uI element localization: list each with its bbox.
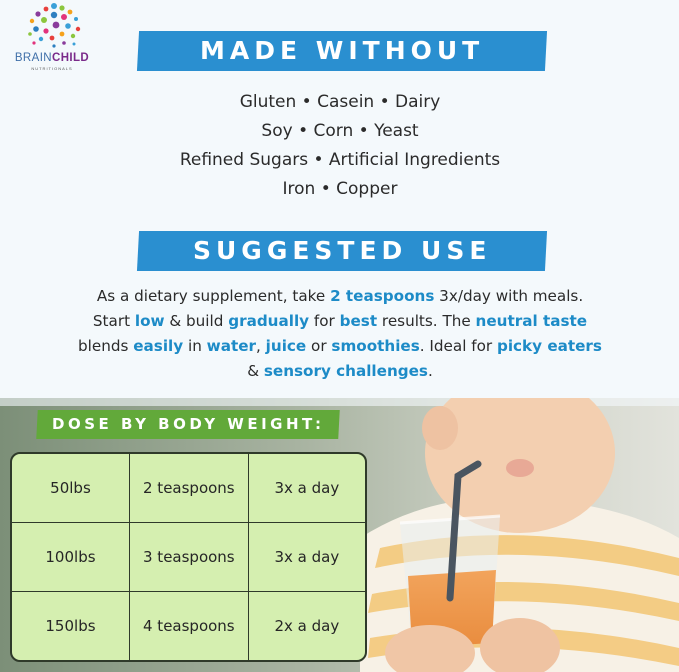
highlight: water: [206, 337, 257, 355]
amount-cell: 4 teaspoons: [130, 592, 249, 660]
suggested-use-line-2: [40, 309, 640, 334]
text: in: [183, 337, 207, 355]
suggested-use-banner: [137, 231, 547, 271]
table-row: [12, 454, 365, 523]
highlight: picky eaters: [496, 337, 602, 355]
weight-cell: 100lbs: [12, 523, 130, 592]
table-row: [12, 592, 365, 660]
logo-child: CHILD: [52, 52, 90, 64]
highlight: 2 teaspoons: [330, 287, 435, 305]
text: &: [247, 362, 264, 380]
made-without-line: Soy • Corn • Yeast: [261, 121, 419, 141]
text: blends: [78, 337, 134, 355]
dose-by-weight-title: DOSE BY BODY WEIGHT:: [51, 415, 325, 433]
made-without-title: MADE WITHOUT: [199, 36, 485, 65]
weight-cell: 50lbs: [12, 454, 130, 523]
suggested-use-line-1: [40, 284, 640, 309]
made-without-line: Iron • Copper: [282, 179, 398, 199]
highlight: smoothies: [331, 337, 420, 355]
text: . Ideal for: [419, 337, 497, 355]
suggested-use-title: SUGGESTED USE: [192, 236, 492, 265]
text: Start: [92, 312, 135, 330]
text: for: [309, 312, 340, 330]
frequency-cell: 3x a day: [249, 454, 365, 523]
highlight: low: [134, 312, 165, 330]
brainchild-logo: [6, 2, 98, 74]
text: ,: [256, 337, 266, 355]
text: or: [306, 337, 332, 355]
suggested-use-line-4: [40, 359, 640, 384]
text: .: [427, 362, 433, 380]
suggested-use-text: [40, 284, 640, 384]
text: 3x/day with meals.: [434, 287, 584, 305]
frequency-cell: 3x a day: [249, 523, 365, 592]
highlight: best: [339, 312, 378, 330]
made-without-list: [100, 88, 580, 204]
logo-wordmark: [6, 52, 98, 64]
highlight: easily: [133, 337, 184, 355]
logo-subtitle: NUTRITIONALS: [31, 66, 73, 71]
logo-brain: BRAIN: [14, 52, 52, 64]
amount-cell: 2 teaspoons: [130, 454, 249, 523]
amount-cell: 3 teaspoons: [130, 523, 249, 592]
frequency-cell: 2x a day: [274, 617, 340, 635]
suggested-use-line-3: [40, 334, 640, 359]
text: As a dietary supplement, take: [96, 287, 331, 305]
text: & build: [164, 312, 229, 330]
dose-table: [10, 452, 367, 662]
made-without-line: Gluten • Casein • Dairy: [239, 92, 441, 112]
weight-cell: 150lbs: [12, 592, 130, 660]
text: results. The: [377, 312, 476, 330]
made-without-line: Refined Sugars • Artificial Ingredients: [179, 150, 501, 170]
highlight: sensory challenges: [263, 362, 428, 380]
highlight: juice: [265, 337, 307, 355]
dots-logo-icon: [26, 2, 82, 50]
highlight: neutral taste: [475, 312, 588, 330]
dose-by-weight-banner: [36, 410, 340, 439]
highlight: gradually: [228, 312, 310, 330]
table-row: [12, 523, 365, 592]
made-without-banner: [137, 31, 547, 71]
